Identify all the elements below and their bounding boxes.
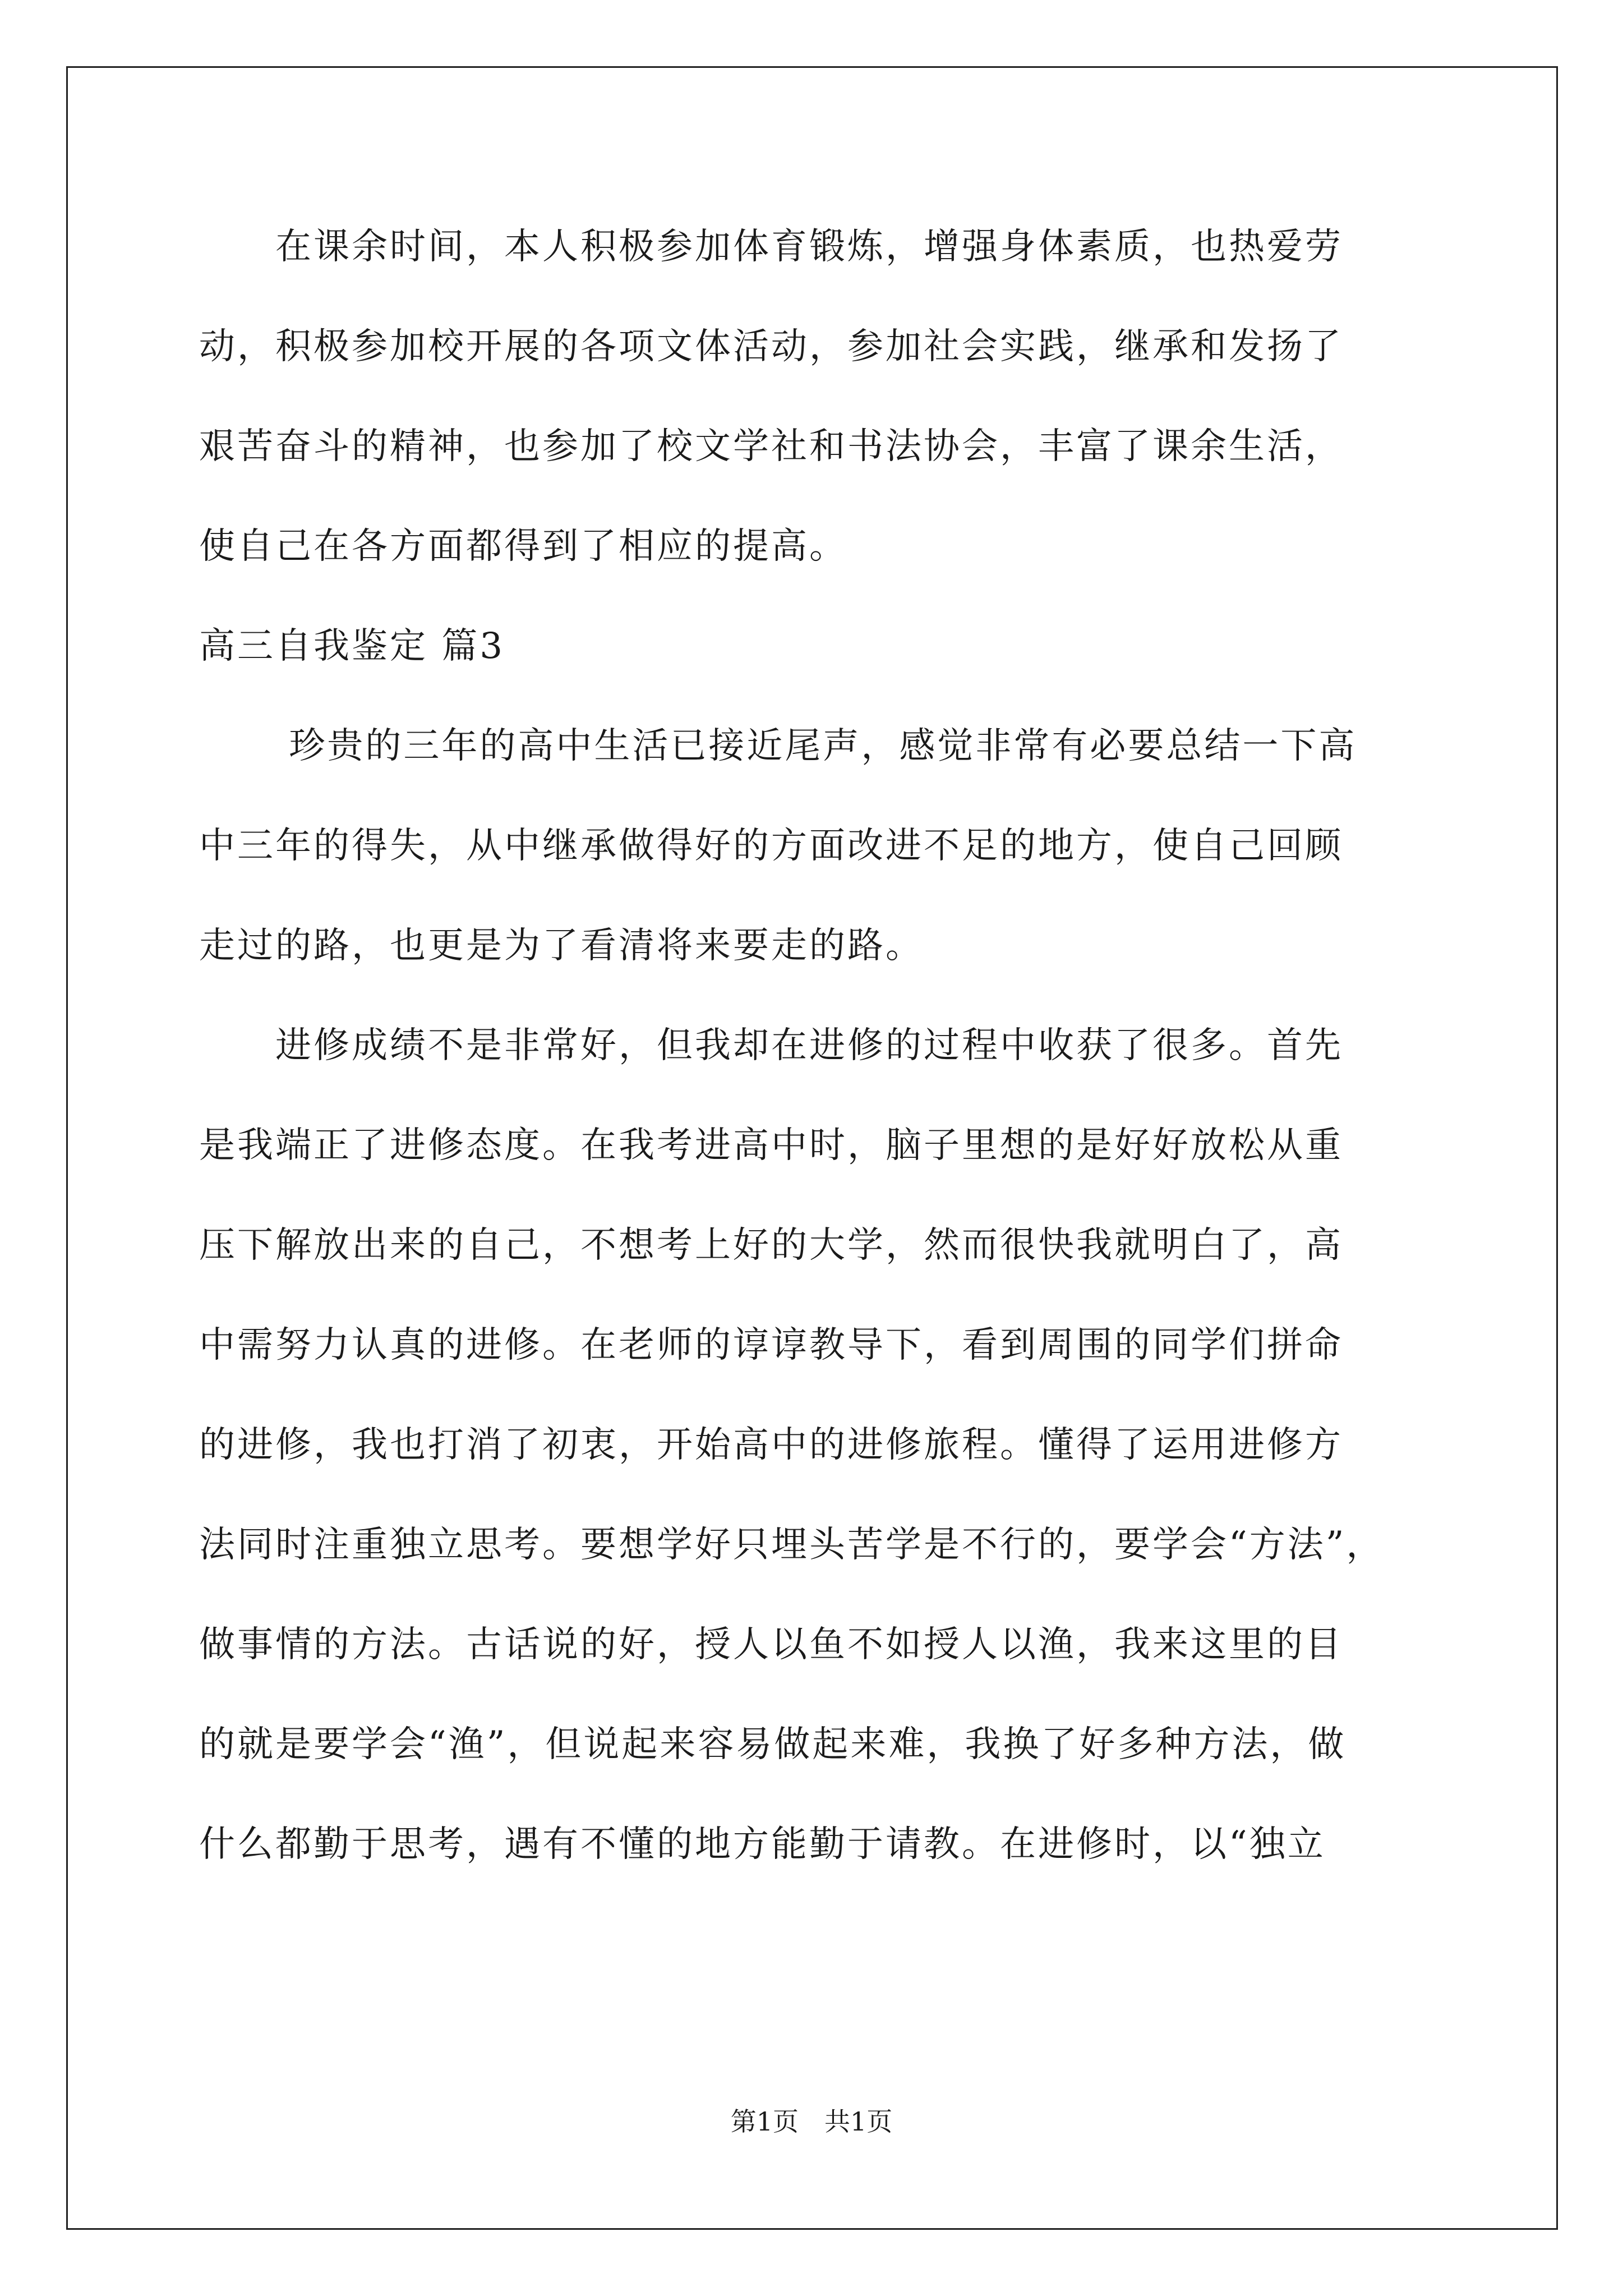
paragraph-line: 动，积极参加校开展的各项文体活动，参加社会实践，继承和发扬了	[199, 326, 1343, 367]
paragraph-line: 法同时注重独立思考。要想学好只埋头苦学是不行的，要学会“方法”，	[199, 1524, 1385, 1566]
paragraph-line: 珍贵的三年的高中生活已接近尾声，感觉非常有必要总结一下高	[199, 725, 1357, 767]
paragraph-line: 在课余时间，本人积极参加体育锻炼，增强身体素质，也热爱劳	[199, 226, 1343, 268]
paragraph-line: 的就是要学会“渔”，但说起来容易做起来难，我换了好多种方法，做	[199, 1724, 1347, 1765]
paragraph-line: 进修成绩不是非常好，但我却在进修的过程中收获了很多。首先	[199, 1025, 1343, 1066]
paragraph-line: 中三年的得失，从中继承做得好的方面改进不足的地方，使自己回顾	[199, 825, 1343, 867]
paragraph-line: 是我端正了进修态度。在我考进高中时，脑子里想的是好好放松从重	[199, 1125, 1343, 1166]
paragraph-line: 中需努力认真的进修。在老师的谆谆教导下，看到周围的同学们拼命	[199, 1324, 1343, 1366]
paragraph-line: 压下解放出来的自己，不想考上好的大学，然而很快我就明白了，高	[199, 1225, 1343, 1266]
paragraph-line: 艰苦奋斗的精神，也参加了校文学社和书法协会，丰富了课余生活，	[199, 426, 1343, 467]
paragraph-line: 走过的路，也更是为了看清将来要走的路。	[199, 925, 924, 967]
page-footer: 第1页 共1页	[730, 2106, 893, 2137]
section-heading: 高三自我鉴定 篇3	[199, 625, 505, 667]
paragraph-line: 什么都勤于思考，遇有不懂的地方能勤于请教。在进修时，以“独立	[199, 1824, 1326, 1865]
paragraph-line: 使自己在各方面都得到了相应的提高。	[199, 526, 847, 567]
paragraph-line: 的进修，我也打消了初衷，开始高中的进修旅程。懂得了运用进修方	[199, 1424, 1343, 1466]
paragraph-line: 做事情的方法。古话说的好，授人以鱼不如授人以渔，我来这里的目	[199, 1624, 1343, 1665]
